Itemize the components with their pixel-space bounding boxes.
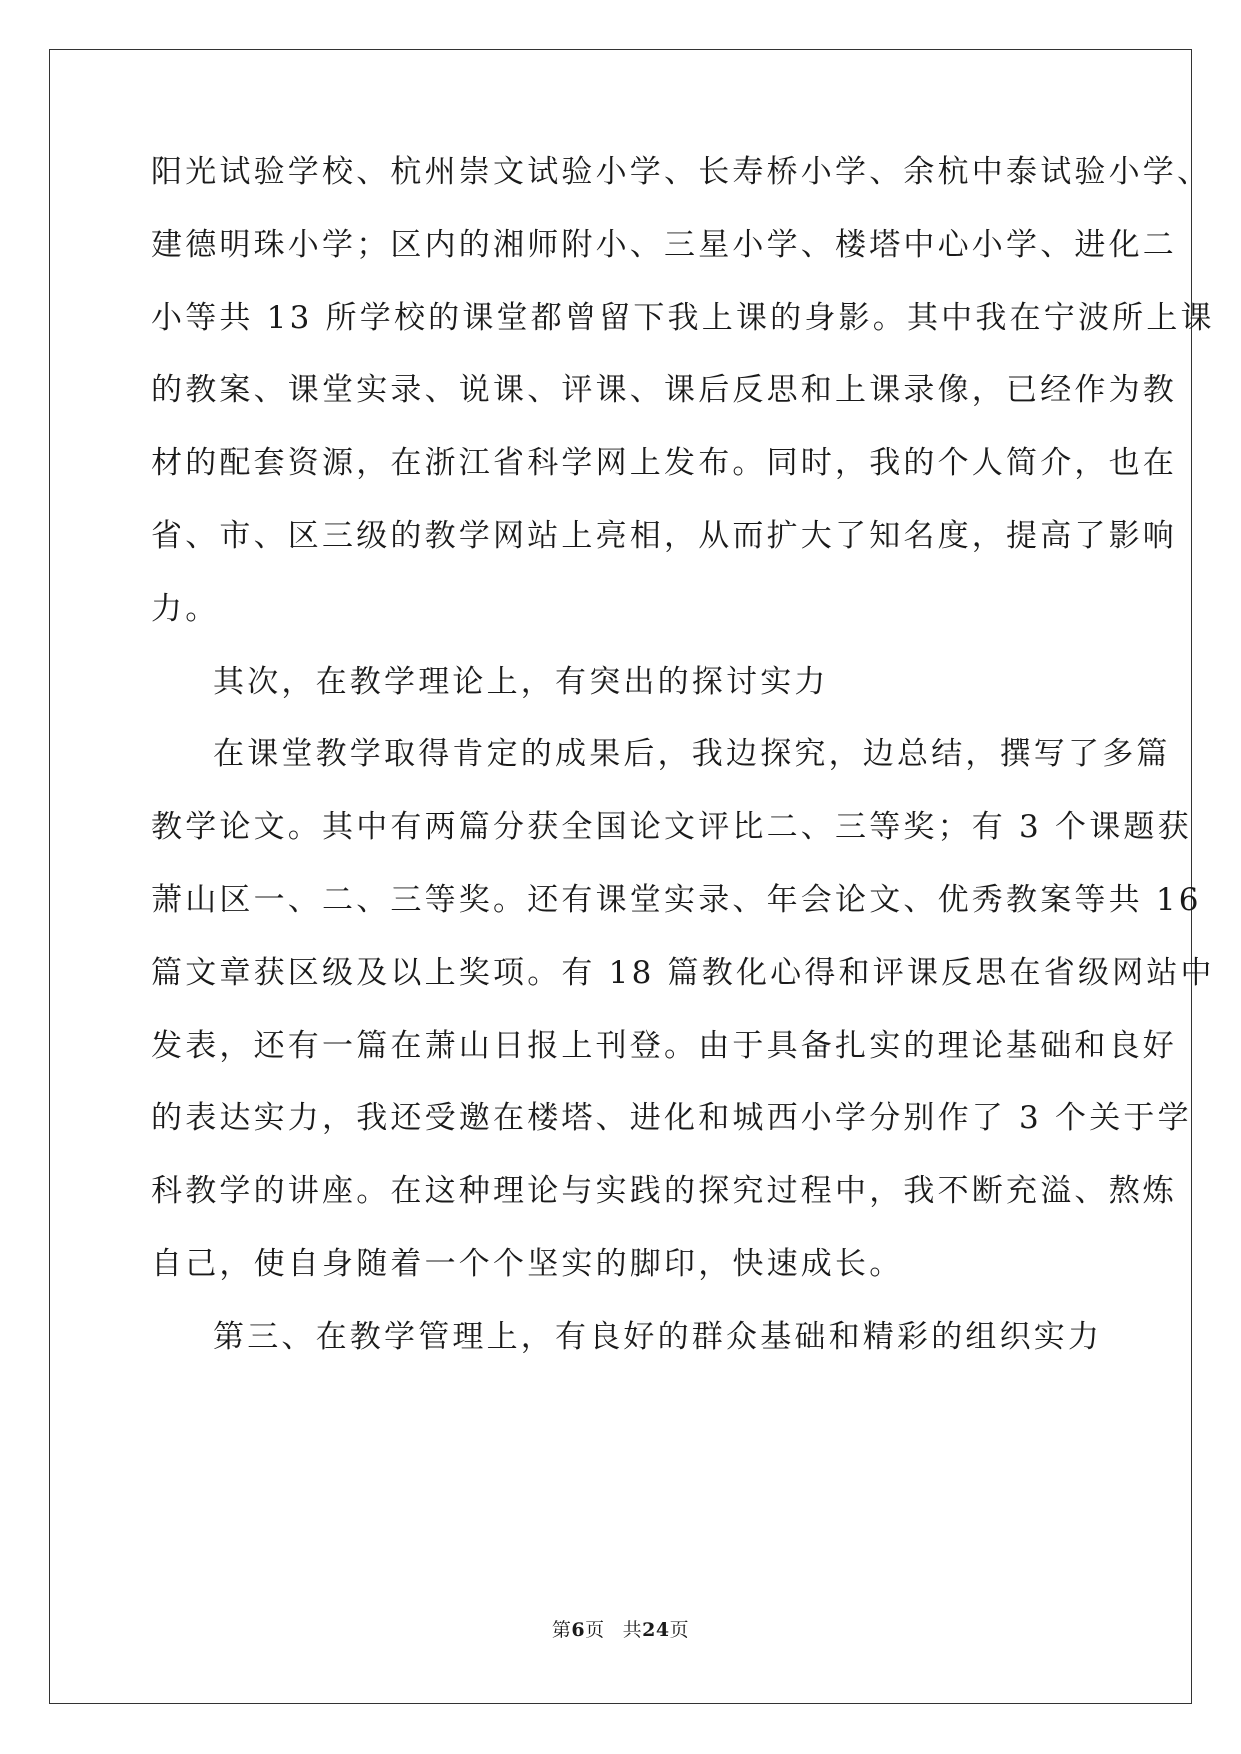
- body-line-9: 在课堂教学取得肯定的成果后，我边探究，边总结，撰写了多篇: [213, 736, 1171, 772]
- footer-page-number: 6: [571, 1619, 586, 1641]
- body-line-13: 发表，还有一篇在萧山日报上刊登。由于具备扎实的理论基础和良好: [151, 1028, 1177, 1064]
- footer-total-pages: 24: [642, 1619, 670, 1641]
- body-line-4: 的教案、课堂实录、说课、评课、课后反思和上课录像，已经作为教: [151, 372, 1177, 408]
- footer-page-suffix: 页: [585, 1619, 605, 1641]
- footer-total-prefix: 共: [622, 1619, 643, 1641]
- footer-total-suffix: 页: [669, 1619, 690, 1641]
- body-line-1: 阳光试验学校、杭州崇文试验小学、长寿桥小学、余杭中泰试验小学、: [151, 154, 1212, 190]
- body-line-6: 省、市、区三级的教学网站上亮相，从而扩大了知名度，提高了影响: [151, 518, 1177, 554]
- body-line-14: 的表达实力，我还受邀在楼塔、进化和城西小学分别作了 3 个关于学: [151, 1100, 1192, 1136]
- body-line-11: 萧山区一、二、三等奖。还有课堂实录、年会论文、优秀教案等共 16: [151, 882, 1202, 918]
- body-line-2: 建德明珠小学；区内的湘师附小、三星小学、楼塔中心小学、进化二: [151, 227, 1177, 263]
- page-footer: [0, 1618, 1241, 1642]
- footer-prefix: 第: [551, 1619, 572, 1641]
- section-heading-3: 第三、在教学管理上，有良好的群众基础和精彩的组织实力: [213, 1319, 1103, 1355]
- body-line-16: 自己，使自身随着一个个坚实的脚印，快速成长。: [151, 1246, 904, 1282]
- body-line-3: 小等共 13 所学校的课堂都曾留下我上课的身影。其中我在宁波所上课: [151, 300, 1215, 336]
- body-line-7: 力。: [151, 591, 220, 627]
- body-line-5: 材的配套资源，在浙江省科学网上发布。同时，我的个人简介，也在: [151, 445, 1177, 481]
- section-heading-2: 其次，在教学理论上，有突出的探讨实力: [213, 664, 829, 700]
- body-line-10: 教学论文。其中有两篇分获全国论文评比二、三等奖；有 3 个课题获: [151, 809, 1192, 845]
- body-line-15: 科教学的讲座。在这种理论与实践的探究过程中，我不断充溢、熬炼: [151, 1173, 1177, 1209]
- body-line-12: 篇文章获区级及以上奖项。有 18 篇教化心得和评课反思在省级网站中: [151, 955, 1215, 991]
